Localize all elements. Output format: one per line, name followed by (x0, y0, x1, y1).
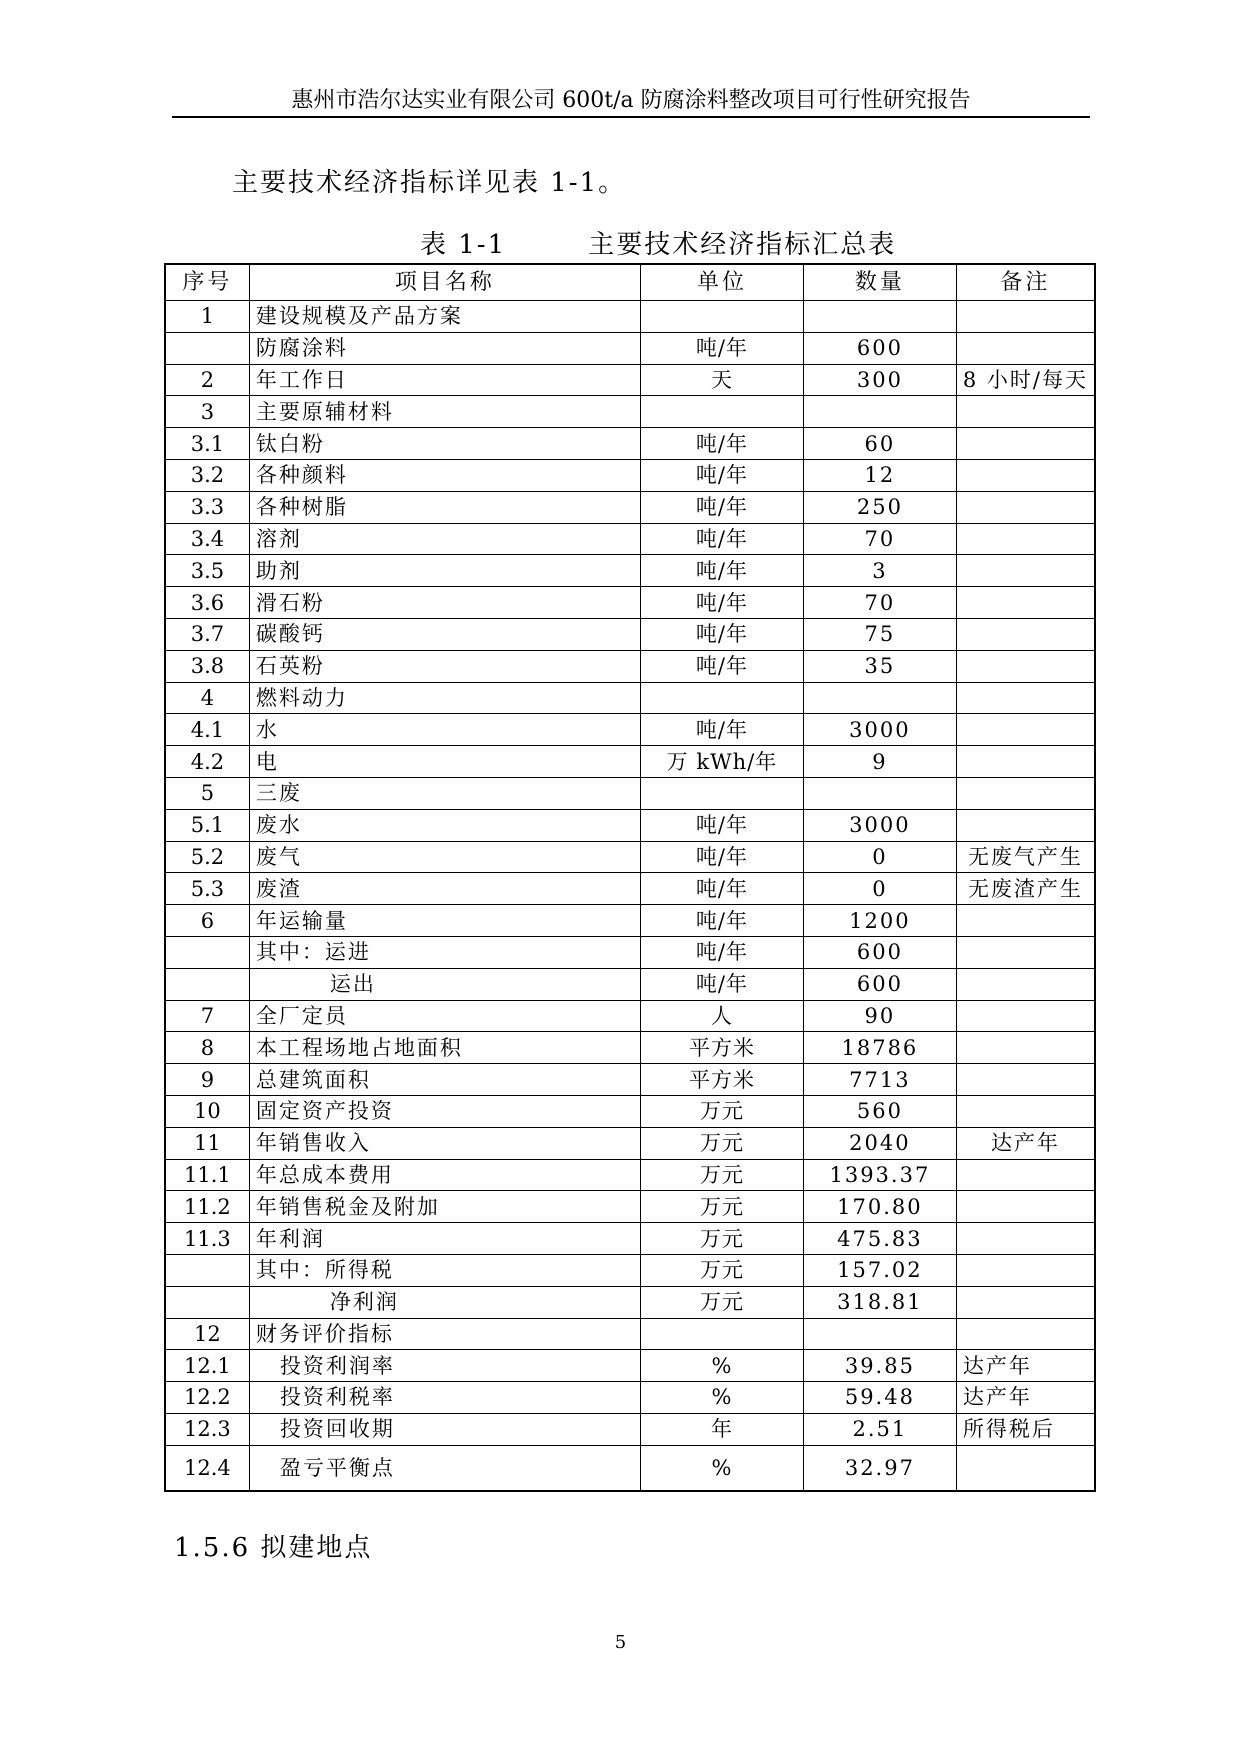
cell-qty: 1200 (803, 905, 956, 937)
cell-note (956, 1000, 1095, 1032)
cell-name: 投资利税率 (249, 1382, 640, 1414)
cell-note (956, 809, 1095, 841)
cell-no: 12 (165, 1318, 249, 1350)
cell-qty (803, 301, 956, 333)
table-row (165, 1159, 1095, 1191)
cell-name: 财务评价指标 (249, 1318, 640, 1350)
cell-note (956, 650, 1095, 682)
cell-unit: 年 (641, 1413, 804, 1445)
cell-name: 年利润 (249, 1223, 640, 1255)
table-row (165, 682, 1095, 714)
cell-unit: 万元 (641, 1159, 804, 1191)
cell-name: 燃料动力 (249, 682, 640, 714)
table-row (165, 587, 1095, 619)
cell-note (956, 682, 1095, 714)
cell-qty: 157.02 (803, 1254, 956, 1286)
cell-name: 碳酸钙 (249, 618, 640, 650)
cell-no: 3 (165, 396, 249, 428)
cell-note (956, 1191, 1095, 1223)
cell-qty: 18786 (803, 1032, 956, 1064)
cell-no: 3.2 (165, 459, 249, 491)
cell-unit: 吨/年 (641, 873, 804, 905)
cell-qty: 2.51 (803, 1413, 956, 1445)
cell-qty: 600 (803, 332, 956, 364)
cell-name: 盈亏平衡点 (249, 1445, 640, 1491)
cell-unit: 万元 (641, 1127, 804, 1159)
cell-qty (803, 777, 956, 809)
table-row (165, 746, 1095, 778)
cell-name: 废渣 (249, 873, 640, 905)
cell-unit: % (641, 1445, 804, 1491)
cell-note (956, 587, 1095, 619)
cell-name: 投资利润率 (249, 1350, 640, 1382)
cell-name: 滑石粉 (249, 587, 640, 619)
table-row (165, 396, 1095, 428)
table-row (165, 1254, 1095, 1286)
table-row (165, 1286, 1095, 1318)
cell-unit: 人 (641, 1000, 804, 1032)
header-cell-no: 序号 (165, 264, 249, 301)
cell-qty: 12 (803, 459, 956, 491)
running-header: 惠州市浩尔达实业有限公司 600t/a 防腐涂料整改项目可行性研究报告 (172, 86, 1090, 118)
cell-note (956, 1095, 1095, 1127)
cell-note (956, 1223, 1095, 1255)
cell-note (956, 332, 1095, 364)
cell-note (956, 936, 1095, 968)
cell-unit: 吨/年 (641, 587, 804, 619)
table-caption: 表 1-1 主要技术经济指标汇总表 (420, 230, 897, 260)
cell-qty (803, 682, 956, 714)
cell-note (956, 714, 1095, 746)
cell-note: 8 小时/每天 (956, 364, 1095, 396)
table-row (165, 459, 1095, 491)
cell-unit: 万元 (641, 1191, 804, 1223)
table-row (165, 936, 1095, 968)
cell-no: 1 (165, 301, 249, 333)
cell-no: 11 (165, 1127, 249, 1159)
cell-no: 3.5 (165, 555, 249, 587)
cell-no: 8 (165, 1032, 249, 1064)
cell-no: 4.2 (165, 746, 249, 778)
cell-unit: 吨/年 (641, 523, 804, 555)
cell-unit: 万元 (641, 1254, 804, 1286)
cell-name: 年总成本费用 (249, 1159, 640, 1191)
cell-qty: 600 (803, 936, 956, 968)
cell-unit: % (641, 1382, 804, 1414)
table-row (165, 1064, 1095, 1096)
cell-name: 年运输量 (249, 905, 640, 937)
cell-name: 废气 (249, 841, 640, 873)
cell-no (165, 1286, 249, 1318)
cell-note (956, 1254, 1095, 1286)
cell-qty (803, 396, 956, 428)
cell-note (956, 491, 1095, 523)
header-cell-qty: 数量 (803, 264, 956, 301)
cell-name: 石英粉 (249, 650, 640, 682)
cell-note: 所得税后 (956, 1413, 1095, 1445)
cell-qty: 59.48 (803, 1382, 956, 1414)
cell-qty: 2040 (803, 1127, 956, 1159)
cell-name: 总建筑面积 (249, 1064, 640, 1096)
cell-note (956, 1064, 1095, 1096)
header-cell-note: 备注 (956, 264, 1095, 301)
cell-no: 5.2 (165, 841, 249, 873)
cell-name: 助剂 (249, 555, 640, 587)
cell-no: 12.3 (165, 1413, 249, 1445)
table-row (165, 1445, 1095, 1491)
cell-unit (641, 396, 804, 428)
cell-note (956, 523, 1095, 555)
cell-no: 7 (165, 1000, 249, 1032)
cell-unit: 平方米 (641, 1032, 804, 1064)
table-row (165, 809, 1095, 841)
cell-note (956, 1286, 1095, 1318)
cell-name: 水 (249, 714, 640, 746)
cell-no (165, 332, 249, 364)
cell-no: 12.1 (165, 1350, 249, 1382)
cell-unit: 吨/年 (641, 936, 804, 968)
cell-no: 10 (165, 1095, 249, 1127)
cell-qty: 170.80 (803, 1191, 956, 1223)
cell-unit (641, 1318, 804, 1350)
cell-no: 5 (165, 777, 249, 809)
cell-name: 钛白粉 (249, 428, 640, 460)
cell-no: 11.3 (165, 1223, 249, 1255)
cell-unit: 吨/年 (641, 491, 804, 523)
cell-no: 3.3 (165, 491, 249, 523)
table-header-row (165, 264, 1095, 301)
cell-no: 12.2 (165, 1382, 249, 1414)
cell-unit: 吨/年 (641, 618, 804, 650)
cell-unit: 万元 (641, 1223, 804, 1255)
page-number: 5 (614, 1632, 627, 1653)
cell-note: 达产年 (956, 1382, 1095, 1414)
cell-qty: 9 (803, 746, 956, 778)
cell-no: 5.1 (165, 809, 249, 841)
header-cell-unit: 单位 (641, 264, 804, 301)
table-row (165, 1032, 1095, 1064)
cell-name: 三废 (249, 777, 640, 809)
table-row (165, 555, 1095, 587)
table-row (165, 1095, 1095, 1127)
cell-qty: 3000 (803, 809, 956, 841)
cell-qty: 39.85 (803, 1350, 956, 1382)
cell-qty: 3000 (803, 714, 956, 746)
cell-no: 12.4 (165, 1445, 249, 1491)
cell-name: 溶剂 (249, 523, 640, 555)
cell-name: 本工程场地占地面积 (249, 1032, 640, 1064)
cell-qty (803, 1318, 956, 1350)
indicator-table (164, 263, 1096, 1492)
cell-name: 净利润 (249, 1286, 640, 1318)
cell-note (956, 1159, 1095, 1191)
cell-unit: 吨/年 (641, 650, 804, 682)
cell-name: 各种树脂 (249, 491, 640, 523)
cell-qty: 318.81 (803, 1286, 956, 1318)
cell-note (956, 301, 1095, 333)
table-row (165, 905, 1095, 937)
cell-unit: 吨/年 (641, 809, 804, 841)
cell-no: 9 (165, 1064, 249, 1096)
table-row (165, 1223, 1095, 1255)
cell-note: 达产年 (956, 1350, 1095, 1382)
cell-name: 建设规模及产品方案 (249, 301, 640, 333)
cell-note (956, 777, 1095, 809)
table-row (165, 1382, 1095, 1414)
cell-qty: 70 (803, 587, 956, 619)
cell-note (956, 1318, 1095, 1350)
cell-note (956, 905, 1095, 937)
cell-qty: 7713 (803, 1064, 956, 1096)
cell-qty: 250 (803, 491, 956, 523)
cell-name: 固定资产投资 (249, 1095, 640, 1127)
cell-note (956, 428, 1095, 460)
cell-unit: % (641, 1350, 804, 1382)
cell-note: 无废气产生 (956, 841, 1095, 873)
cell-unit (641, 777, 804, 809)
table-row (165, 841, 1095, 873)
cell-no: 3.6 (165, 587, 249, 619)
cell-no: 3.1 (165, 428, 249, 460)
cell-qty: 600 (803, 968, 956, 1000)
cell-note (956, 1445, 1095, 1491)
cell-note (956, 746, 1095, 778)
table-row (165, 873, 1095, 905)
cell-qty: 0 (803, 873, 956, 905)
cell-unit: 吨/年 (641, 714, 804, 746)
cell-unit: 吨/年 (641, 332, 804, 364)
cell-note (956, 555, 1095, 587)
cell-no: 6 (165, 905, 249, 937)
cell-qty: 1393.37 (803, 1159, 956, 1191)
cell-name: 电 (249, 746, 640, 778)
cell-name: 其中：运进 (249, 936, 640, 968)
cell-unit: 万元 (641, 1095, 804, 1127)
intro-paragraph: 主要技术经济指标详见表 1-1。 (232, 168, 627, 198)
table-row (165, 428, 1095, 460)
cell-unit: 吨/年 (641, 905, 804, 937)
cell-note (956, 618, 1095, 650)
cell-no: 3.7 (165, 618, 249, 650)
cell-name: 主要原辅材料 (249, 396, 640, 428)
cell-name: 年销售收入 (249, 1127, 640, 1159)
cell-no: 4.1 (165, 714, 249, 746)
table-row (165, 301, 1095, 333)
table-row (165, 618, 1095, 650)
table-row (165, 523, 1095, 555)
cell-note: 无废渣产生 (956, 873, 1095, 905)
cell-no: 5.3 (165, 873, 249, 905)
cell-qty: 300 (803, 364, 956, 396)
table-row (165, 650, 1095, 682)
cell-qty: 0 (803, 841, 956, 873)
cell-unit: 万元 (641, 1286, 804, 1318)
cell-unit (641, 682, 804, 714)
table-row (165, 968, 1095, 1000)
cell-qty: 75 (803, 618, 956, 650)
cell-note (956, 1032, 1095, 1064)
cell-no: 11.1 (165, 1159, 249, 1191)
table-row (165, 1000, 1095, 1032)
cell-no: 3.4 (165, 523, 249, 555)
cell-no (165, 936, 249, 968)
table-row (165, 491, 1095, 523)
cell-unit: 万 kWh/年 (641, 746, 804, 778)
cell-no (165, 968, 249, 1000)
cell-note: 达产年 (956, 1127, 1095, 1159)
cell-name: 全厂定员 (249, 1000, 640, 1032)
cell-note (956, 396, 1095, 428)
cell-name: 防腐涂料 (249, 332, 640, 364)
cell-qty: 35 (803, 650, 956, 682)
header-cell-name: 项目名称 (249, 264, 640, 301)
cell-name: 投资回收期 (249, 1413, 640, 1445)
cell-qty: 32.97 (803, 1445, 956, 1491)
cell-unit: 平方米 (641, 1064, 804, 1096)
table-row (165, 714, 1095, 746)
cell-unit: 吨/年 (641, 459, 804, 491)
cell-qty: 560 (803, 1095, 956, 1127)
table-row (165, 1191, 1095, 1223)
cell-no (165, 1254, 249, 1286)
cell-qty: 70 (803, 523, 956, 555)
cell-name: 年销售税金及附加 (249, 1191, 640, 1223)
cell-name: 各种颜料 (249, 459, 640, 491)
table-row (165, 1318, 1095, 1350)
table-row (165, 332, 1095, 364)
cell-no: 2 (165, 364, 249, 396)
cell-qty: 475.83 (803, 1223, 956, 1255)
cell-unit (641, 301, 804, 333)
table-row (165, 777, 1095, 809)
table-row (165, 364, 1095, 396)
cell-unit: 吨/年 (641, 428, 804, 460)
cell-qty: 60 (803, 428, 956, 460)
cell-name: 废水 (249, 809, 640, 841)
cell-no: 4 (165, 682, 249, 714)
cell-note (956, 968, 1095, 1000)
cell-unit: 天 (641, 364, 804, 396)
cell-no: 3.8 (165, 650, 249, 682)
cell-name: 年工作日 (249, 364, 640, 396)
cell-qty: 3 (803, 555, 956, 587)
cell-name: 运出 (249, 968, 640, 1000)
cell-unit: 吨/年 (641, 555, 804, 587)
section-heading: 1.5.6 拟建地点 (174, 1533, 373, 1563)
table-row (165, 1413, 1095, 1445)
cell-unit: 吨/年 (641, 841, 804, 873)
cell-unit: 吨/年 (641, 968, 804, 1000)
cell-name: 其中：所得税 (249, 1254, 640, 1286)
cell-no: 11.2 (165, 1191, 249, 1223)
cell-note (956, 459, 1095, 491)
cell-qty: 90 (803, 1000, 956, 1032)
table-row (165, 1350, 1095, 1382)
table-row (165, 1127, 1095, 1159)
